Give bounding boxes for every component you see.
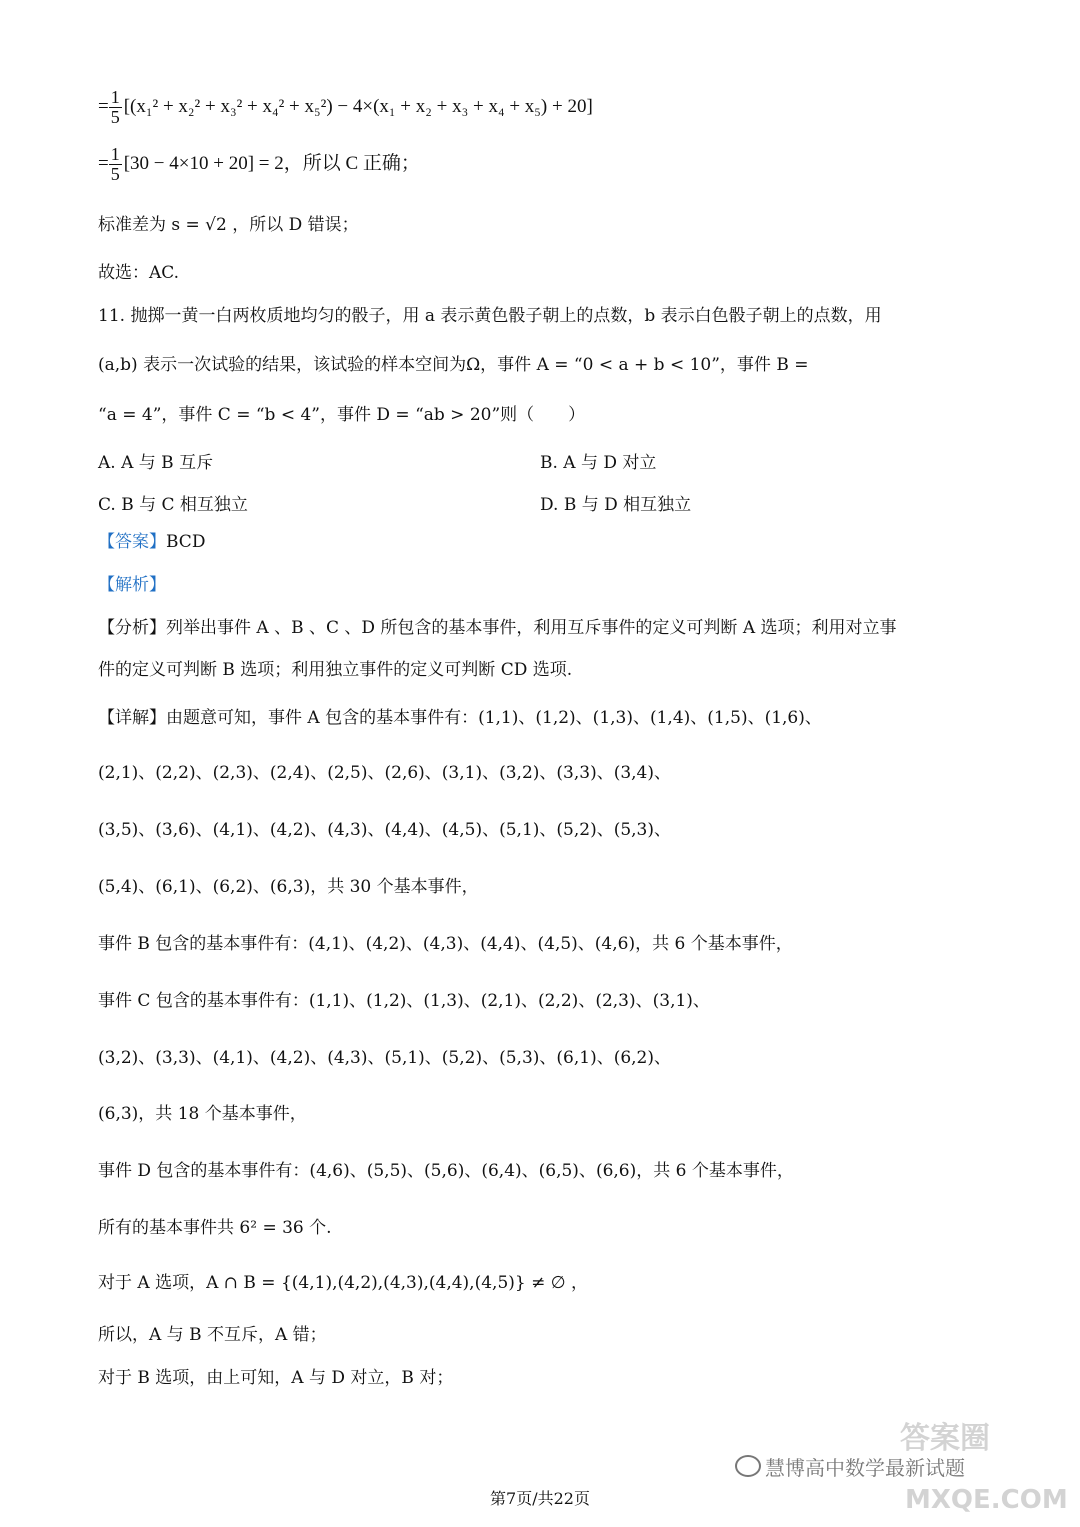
detail-line-3: (3,5)、(3,6)、(4,1)、(4,2)、(4,3)、(4,4)、(4,5)、(5,1)、(5,2)、(5,3)、	[98, 820, 672, 840]
analysis-heading: 【解析】	[98, 575, 166, 595]
detail-line-1: 【详解】由题意可知，事件 A 包含的基本事件有：(1,1)、(1,2)、(1,3)、(1,4)、(1,5)、(1,6)、	[98, 708, 822, 728]
question-stem-line-3: “a = 4”，事件 C = “b < 4”，事件 D = “ab > 20”则（ ）	[98, 405, 586, 425]
conclusion-line: 故选：AC.	[98, 263, 180, 283]
total-line: 所有的基本事件共 6² = 36 个.	[98, 1218, 332, 1238]
watermark-site-logo: 答案圈	[900, 1421, 990, 1456]
answer-line	[98, 532, 205, 552]
detail-line-4: (5,4)、(6,1)、(6,2)、(6,3)，共 30 个基本事件，	[98, 877, 479, 897]
variance-line-1: = $\frac{1}{5}$ [(x₁² + x₂² + x₃² + x₄² + x₅²) − 4×(x₁ + x₂ + x₃ + x₄ + x₅) + 20]	[98, 87, 593, 127]
detail-label: 【详解】	[98, 708, 166, 728]
option-b-analysis: 对于 B 选项，由上可知，A 与 D 对立，B 对；	[98, 1368, 454, 1388]
watermark-wechat: 慧博高中数学最新试题	[765, 1456, 965, 1480]
variance-line-2: = $\frac{1}{5}$ [30 − 4×10 + 20] = 2，所以 C 正确；	[98, 144, 420, 184]
event-c-line-2: (3,2)、(3,3)、(4,1)、(4,2)、(4,3)、(5,1)、(5,2)、(5,3)、(6,1)、(6,2)、	[98, 1048, 672, 1068]
fraction: $\frac{1}{5}$	[110, 87, 120, 127]
detail-line-2: (2,1)、(2,2)、(2,3)、(2,4)、(2,5)、(2,6)、(3,1)、(3,2)、(3,3)、(3,4)、	[98, 763, 672, 783]
option-a-conclusion: 所以，A 与 B 不互斥，A 错；	[98, 1325, 327, 1345]
option-a: A. A 与 B 互斥	[98, 453, 214, 473]
fenxi-label: 【分析】	[98, 618, 166, 638]
event-b-line: 事件 B 包含的基本事件有：(4,1)、(4,2)、(4,3)、(4,4)、(4,5)、(4,6)，共 6 个基本事件，	[98, 934, 793, 954]
fraction: $\frac{1}{5}$	[110, 144, 120, 184]
option-b: B. A 与 D 对立	[540, 453, 657, 473]
event-d-line: 事件 D 包含的基本事件有：(4,6)、(5,5)、(5,6)、(6,4)、(6,5)、(6,6)，共 6 个基本事件，	[98, 1161, 794, 1181]
option-a-analysis: 对于 A 选项，A ∩ B = {(4,1),(4,2),(4,3),(4,4),(4,5)} ≠ ∅ ，	[98, 1273, 588, 1293]
question-stem-line-2: (a,b) 表示一次试验的结果，该试验的样本空间为Ω，事件 A = “0 < a + b < 10”，事件 B =	[98, 355, 809, 375]
question-stem-line-1: 11. 抛掷一黄一白两枚质地均匀的骰子，用 a 表示黄色骰子朝上的点数，b 表示白色骰子朝上的点数，用	[98, 306, 882, 326]
page-number: 第7页/共22页	[490, 1489, 590, 1508]
watermark-url: MXQE.COM	[905, 1485, 1068, 1515]
fenxi-line-1: 【分析】列举出事件 A 、B 、C 、D 所包含的基本事件，利用互斥事件的定义可判断 A 选项；利用对立事	[98, 618, 897, 638]
event-c-line-1: 事件 C 包含的基本事件有：(1,1)、(1,2)、(1,3)、(2,1)、(2,2)、(2,3)、(3,1)、	[98, 991, 710, 1011]
wechat-icon	[735, 1455, 761, 1477]
std-dev-line: 标准差为 s = √2 ，所以 D 错误；	[98, 215, 359, 235]
option-c: C. B 与 C 相互独立	[98, 495, 248, 515]
answer-value: BCD	[166, 532, 206, 552]
event-c-line-3: (6,3)，共 18 个基本事件，	[98, 1104, 307, 1124]
option-d: D. B 与 D 相互独立	[540, 495, 692, 515]
fenxi-line-2: 件的定义可判断 B 选项；利用独立事件的定义可判断 CD 选项.	[98, 660, 573, 680]
answer-label: 【答案】	[98, 532, 166, 552]
